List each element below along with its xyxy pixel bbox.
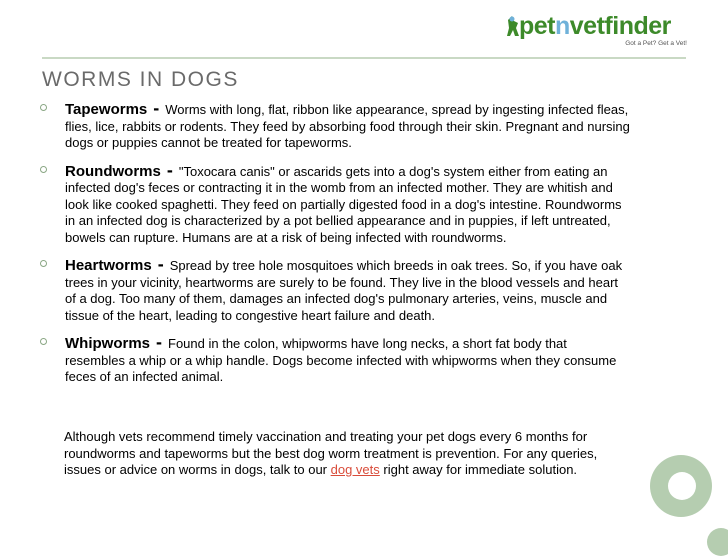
item-term: Roundworms	[65, 162, 161, 180]
logo-part-n: n	[555, 12, 570, 40]
bullet-icon	[40, 338, 47, 345]
logo-part-vet: vet	[569, 12, 605, 40]
logo-part-pet: pet	[519, 12, 555, 40]
title-divider	[42, 57, 686, 59]
closing-text-after: right away for immediate solution.	[379, 462, 578, 477]
item-dash: -	[166, 159, 173, 180]
item-text: "Toxocara canis" or ascarids gets into a dog's system either from eating an infected dog's feces or contracting it in the womb from an infected mother. They are whitish and look like cooked spaghetti. They feed on partially digested food in a dog's intestine. Roundworms in an infected dog is characterized by a pot bellied appearance and in puppies, if left untreated, bowels can rupture. Humans are at a risk of being infected with roundworms.	[65, 163, 622, 245]
list-item-roundworms	[40, 159, 630, 247]
list-item-whipworms	[40, 334, 630, 386]
item-term: Whipworms	[65, 335, 150, 352]
item-text: Worms with long, flat, ribbon like appearance, spread by ingesting infected fleas, flies, lice, rabbits or rodents. They feed by absorbing food through their skin. Pregnant and nursing dogs or puppies cannot be treated for tapeworms.	[65, 102, 630, 150]
decorative-circle-inner	[668, 472, 696, 500]
worm-list	[40, 100, 630, 386]
closing-paragraph	[64, 429, 624, 479]
petnvetfinder-logo	[505, 10, 695, 52]
item-text: Spread by tree hole mosquitoes which breeds in oak trees. So, if you have oak trees in your vicinity, heartworms are surely to be found. They live in the blood vessels and heart of a dog. Too many of them, damages an infected dog's pulmonary arteries, veins, muscle and tissue of the heart, leading to congestive heart failure and death.	[65, 258, 623, 323]
bullet-icon	[40, 260, 47, 267]
item-term: Heartworms	[65, 257, 152, 274]
logo-tagline: Got a Pet? Get a Vet!	[625, 40, 687, 47]
item-dash: -	[156, 332, 162, 352]
closing-text-before: Although vets recommend timely vaccination and treating your pet dogs every 6 months for roundworms and tapeworms but the best dog worm treatment is prevention. For any queries, issues or advice on worms in dogs, talk to our	[64, 429, 598, 477]
item-term: Tapeworms	[65, 101, 148, 118]
dog-vets-link[interactable]: dog vets	[330, 462, 380, 477]
logo-wordmark	[519, 12, 671, 41]
bullet-icon	[40, 104, 47, 111]
list-item-heartworms	[40, 256, 630, 324]
slide-title: WORMS IN DOGS	[42, 68, 239, 91]
item-dash: -	[153, 98, 160, 118]
item-text: Found in the colon, whipworms have long necks, a short fat body that resembles a whip or a whip handle. Dogs become infected with whipworms when they consume feces of an infected animal.	[65, 336, 617, 384]
item-dash: -	[157, 254, 164, 274]
decorative-circle-small	[707, 528, 728, 556]
bullet-icon	[40, 166, 47, 173]
logo-part-finder: finder	[604, 12, 671, 40]
list-item-tapeworms	[40, 100, 630, 152]
